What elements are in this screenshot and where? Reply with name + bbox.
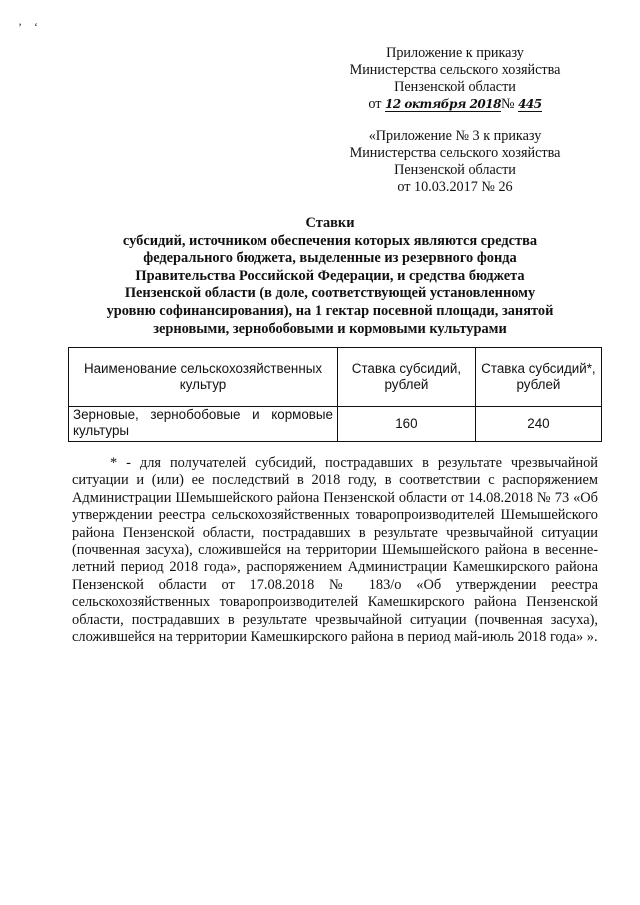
subsidy-rates-table xyxy=(68,347,602,442)
title-line: зерновыми, зернобобовыми и кормовыми культурами xyxy=(153,320,507,337)
table-row xyxy=(69,407,602,442)
table-cell-rate-emergency: 240 xyxy=(475,407,601,442)
table-cell-rate: 160 xyxy=(337,407,475,442)
order-reference-line: Пензенской области xyxy=(394,79,516,95)
scan-specks: ’ ‘ xyxy=(18,20,38,34)
order-reference-block xyxy=(330,45,580,113)
title-line: субсидий, источником обеспечения которых являются средства xyxy=(122,232,538,249)
handwritten-date: 12 октября 2018 xyxy=(385,97,501,111)
footnote xyxy=(72,455,598,646)
table-header-rate: Ставка субсидий, рублей xyxy=(337,348,475,407)
number-sign: № xyxy=(500,96,515,112)
title-line: уровню софинансирования), на 1 гектар посевной площади, занятой xyxy=(106,302,554,319)
table-header-crop-name: Наименование сельскохозяйственных культур xyxy=(69,348,338,407)
appendix-reference-line: от 10.03.2017 № 26 xyxy=(397,179,513,195)
table-header-rate-emergency: Ставка субсидий*, рублей xyxy=(475,348,601,407)
table-cell-crop-name: Зерновые, зернобобовые и кормовые культуры xyxy=(69,407,338,442)
appendix-reference-block xyxy=(330,128,580,196)
appendix-reference-line: «Приложение № 3 к приказу xyxy=(368,128,542,144)
title-line: Ставки xyxy=(305,215,355,231)
document-title xyxy=(95,215,565,338)
order-reference-line: Приложение к приказу xyxy=(386,45,524,61)
appendix-reference-line: Пензенской области xyxy=(394,162,516,178)
date-prefix: от xyxy=(368,96,382,112)
order-date-line xyxy=(330,96,580,113)
order-reference-line: Министерства сельского хозяйства xyxy=(349,62,561,78)
handwritten-number: 445 xyxy=(518,97,542,111)
title-line: федерального бюджета, выделенные из резервного фонда xyxy=(143,250,517,267)
footnote-text: * - для получателей субсидий, пострадавших в результате чрезвычайной ситуации и (или) ее последствий в 2018 году, в соответствии с распоряжением Администрации Шемышейского района Пензенской области от 14.08.2018 № 73 «Об утверждении реестра сельскохозяйственных товаропроизводителей Шемышейского района Пензенской области, пострадавших в результате чрезвычайной ситуации (почвенная засуха), сложившейся на территории Шемышейского района в весенне-летний период 2018 года», распоряжением Администрации Камешкирского района Пензенской области от 17.08.2018 № 183/о «Об утверждении реестра сельскохозяйственных товаропроизводителей Камешкирского района Пензенской области, пострадавших в результате чрезвычайной ситуации (почвенная засуха), сложившейся на территории Камешкирского района в период май-июль 2018 года» ». xyxy=(72,455,598,646)
appendix-reference-line: Министерства сельского хозяйства xyxy=(349,145,561,161)
table-header-row xyxy=(69,348,602,407)
title-line: Правительства Российской Федерации, и средства бюджета xyxy=(135,267,525,284)
title-line: Пензенской области (в доле, соответствующей установленному xyxy=(124,285,536,302)
